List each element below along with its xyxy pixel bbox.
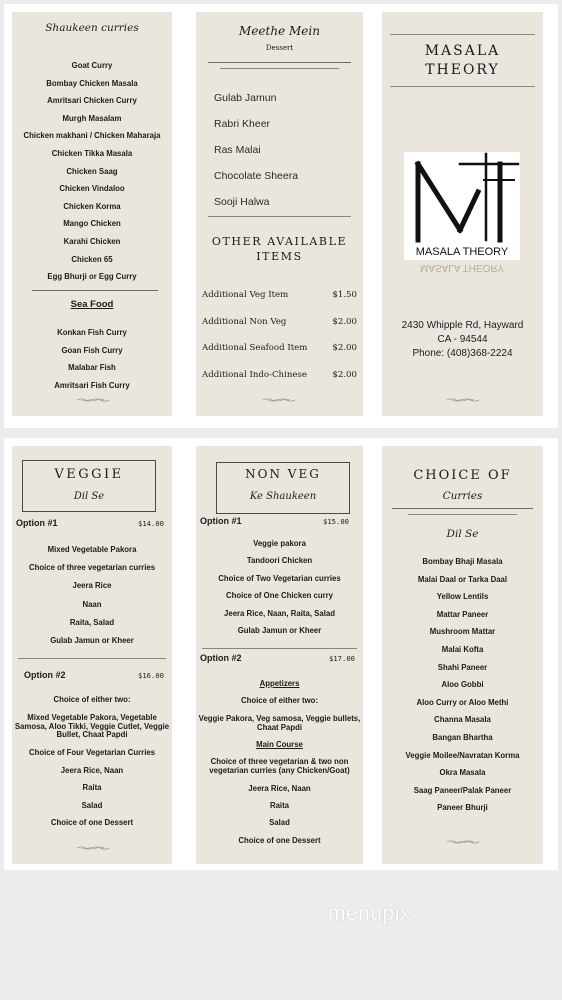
list-item: Jeera Rice [72,581,112,591]
extra-price: $2.00 [332,343,357,353]
option-1-list [196,540,363,644]
panel-title: Meethe Mein [239,24,320,38]
option-1-list [12,546,172,655]
list-item: Mushroom Mattar [429,627,496,637]
flourish-ornament [446,396,480,404]
divider [220,68,339,69]
option-1-header [16,518,164,528]
option-2-header [200,653,355,663]
masala-theory-logo [404,152,520,260]
option-price: $17.00 [329,654,355,663]
address-line: 2430 Whipple Rd, Hayward [401,320,524,331]
list-item: Malai Kofta [441,644,484,654]
list-item: Egg Bhurji or Egg Curry [47,272,137,282]
divider [208,216,351,217]
list-item: Jeera Rice, Naan, Raita, Salad [224,608,335,618]
extra-name: Additional Non Veg [202,316,287,327]
flourish-ornament [446,838,480,846]
panel-subtitle: Dil Se [73,491,105,502]
list-item: Murgh Masalam [62,113,122,123]
list-item: Chocolate Sheera [214,170,299,182]
menupix-watermark: menupix [328,902,411,925]
flourish-ornament [76,396,110,404]
option-label: Option #1 [16,518,58,528]
mt-logo-icon [404,152,520,260]
section-subtitle: Dil Se [446,528,479,540]
sea-food-heading: Sea Food [70,299,114,310]
list-item: Chicken Tikka Masala [51,148,133,158]
list-item: Choice of three vegetarian curries [28,563,156,573]
extra-name: Additional Indo-Chinese [202,369,307,380]
list-item: Mixed Vegetable Pakora, Vegetable Samosa, Aloo Tikki, Veggie Cutlet, Veggie Bullet, Chaat Papdi [14,712,170,740]
list-item: Shahi Paneer [437,662,488,672]
list-item: Mixed Vegetable Pakora [47,545,137,554]
dessert-panel [196,12,363,416]
option-price: $14.00 [138,519,164,528]
panel-title: NON VEG [245,467,321,481]
list-item: Amritsari Fish Curry [54,380,130,390]
list-item: Choice of Four Vegetarian Curries [28,748,156,757]
list-item: Karahi Chicken [63,236,121,246]
main-course-heading: Main Course [256,739,303,749]
panel-title: Shaukeen curries [45,22,139,34]
list-item: Gulab Jamun [214,92,277,104]
divider [408,514,517,515]
divider [32,290,158,291]
curry-list [12,62,172,291]
curry-choice-list [382,558,543,822]
list-item: Veggie Pakora, Veg samosa, Veggie bullets, Chaat Papdi [198,713,361,732]
list-item: Mango Chicken [63,219,121,229]
divider [18,658,166,659]
list-item: Sooji Halwa [214,196,270,208]
address-block [382,319,543,360]
list-item: Ras Malai [214,144,261,156]
list-item: Konkan Fish Curry [57,328,127,337]
list-item: Yellow Lentils [436,592,489,602]
list-item [202,290,357,317]
list-item: Salad [81,800,103,810]
option-2-list [196,680,363,854]
list-item [202,343,357,370]
divider [392,508,533,509]
list-item: Okra Masala [439,768,486,778]
list-item: Gulab Jamun or Kheer [50,635,134,645]
list-item: Choice of either two: [240,696,319,706]
extra-price: $2.00 [332,316,357,327]
list-item: Gulab Jamun or Kheer [237,625,322,635]
list-item: Jeera Rice, Naan [248,783,311,793]
other-items-heading [196,234,363,265]
list-item: Malai Daal or Tarka Daal [417,574,508,584]
list-item: Chicken Korma [63,201,121,211]
list-item: Mattar Paneer [436,609,489,619]
list-item: Raita [269,800,290,810]
list-item: Choice of One Chicken curry [225,591,334,601]
nonveg-panel [196,446,363,864]
extra-price: $1.50 [332,290,357,300]
list-item [202,317,357,344]
option-2-list [12,696,172,837]
extra-name: Additional Veg Item [202,290,289,300]
extra-price: $2.00 [332,369,357,380]
list-item: Tandoori Chicken [246,556,313,566]
divider [390,34,535,35]
flourish-ornament [262,396,296,404]
list-item: Naan [82,599,102,609]
list-item: Raita, Salad [69,617,115,627]
restaurant-name [382,42,543,80]
restaurant-info-panel [382,12,543,416]
list-item: Jeera Rice, Naan [60,765,124,775]
option-2-header [24,670,164,680]
list-item: Amritsari Chicken Curry [47,96,137,106]
list-item: Choice of one Dessert [50,818,134,828]
nonveg-title-box [216,462,350,514]
heading-line: OTHER AVAILABLE [211,235,348,248]
list-item: Bangan Bhartha [432,732,493,742]
option-label: Option #2 [24,670,66,680]
list-item: Chicken 65 [71,254,113,264]
logo-text: MASALA THEORY [415,246,509,258]
list-item: Saag Paneer/Palak Paneer [413,785,512,795]
panel-title: CHOICE OF [413,468,512,483]
divider [390,86,535,87]
panel-subtitle: Dessert [265,44,294,52]
divider [208,62,351,63]
list-item [202,370,357,397]
list-item: Veggie Moilee/Navratan Korma [405,750,520,760]
heading-line: ITEMS [256,250,303,264]
shaukeen-curries-panel [12,12,172,416]
name-line: MASALA [424,43,501,59]
option-label: Option #1 [200,516,242,526]
list-item: Choice of either two: [53,695,131,704]
option-price: $16.00 [138,671,164,680]
list-item: Goan Fish Curry [61,345,123,355]
option-label: Option #2 [200,653,242,663]
list-item: Bombay Chicken Masala [46,78,138,88]
list-item: Veggie pakora [253,539,306,548]
list-item: Choice of Two Vegetarian curries [218,573,341,583]
logo-reflection: MASALA THEORY [419,262,505,273]
list-item: Goat Curry [71,61,113,70]
veggie-title-box [22,460,156,512]
panel-title: VEGGIE [54,467,124,482]
panel-subtitle: Ke Shaukeen [249,491,317,502]
divider [202,648,357,649]
option-1-header [200,516,349,526]
list-item: Aloo Gobbi [441,680,484,690]
list-item: Aloo Curry or Aloo Methi [416,697,509,707]
list-item: Raita [82,783,102,793]
list-item: Choice of three vegetarian & two non vegetarian curries (any Chicken/Goat) [209,757,350,776]
list-item: Malabar Fish [68,363,116,373]
dessert-list [214,92,298,222]
list-item: Chicken Saag [66,166,118,176]
list-item: Chicken makhani / Chicken Maharaja [23,131,161,141]
list-item: Chicken Vindaloo [59,184,125,194]
choice-of-curries-panel [382,446,543,864]
veggie-panel [12,446,172,864]
flourish-ornament [76,844,110,852]
panel-subtitle: Curries [442,490,483,502]
address-line: CA - 94544 [437,333,488,345]
list-item: Choice of one Dessert [238,835,321,845]
appetizers-heading: Appetizers [259,679,300,688]
list-item: Channa Masala [434,715,491,725]
phone-number: Phone: (408)368-2224 [412,347,513,359]
extra-name: Additional Seafood Item [202,343,308,353]
list-item: Bombay Bhaji Masala [422,557,503,566]
list-item: Salad [269,818,290,828]
name-line: THEORY [425,61,500,78]
list-item: Rabri Kheer [214,118,271,130]
extras-list [202,290,357,396]
option-price: $15.00 [323,517,349,526]
sea-food-list [12,329,172,399]
list-item: Paneer Bhurji [437,803,488,813]
